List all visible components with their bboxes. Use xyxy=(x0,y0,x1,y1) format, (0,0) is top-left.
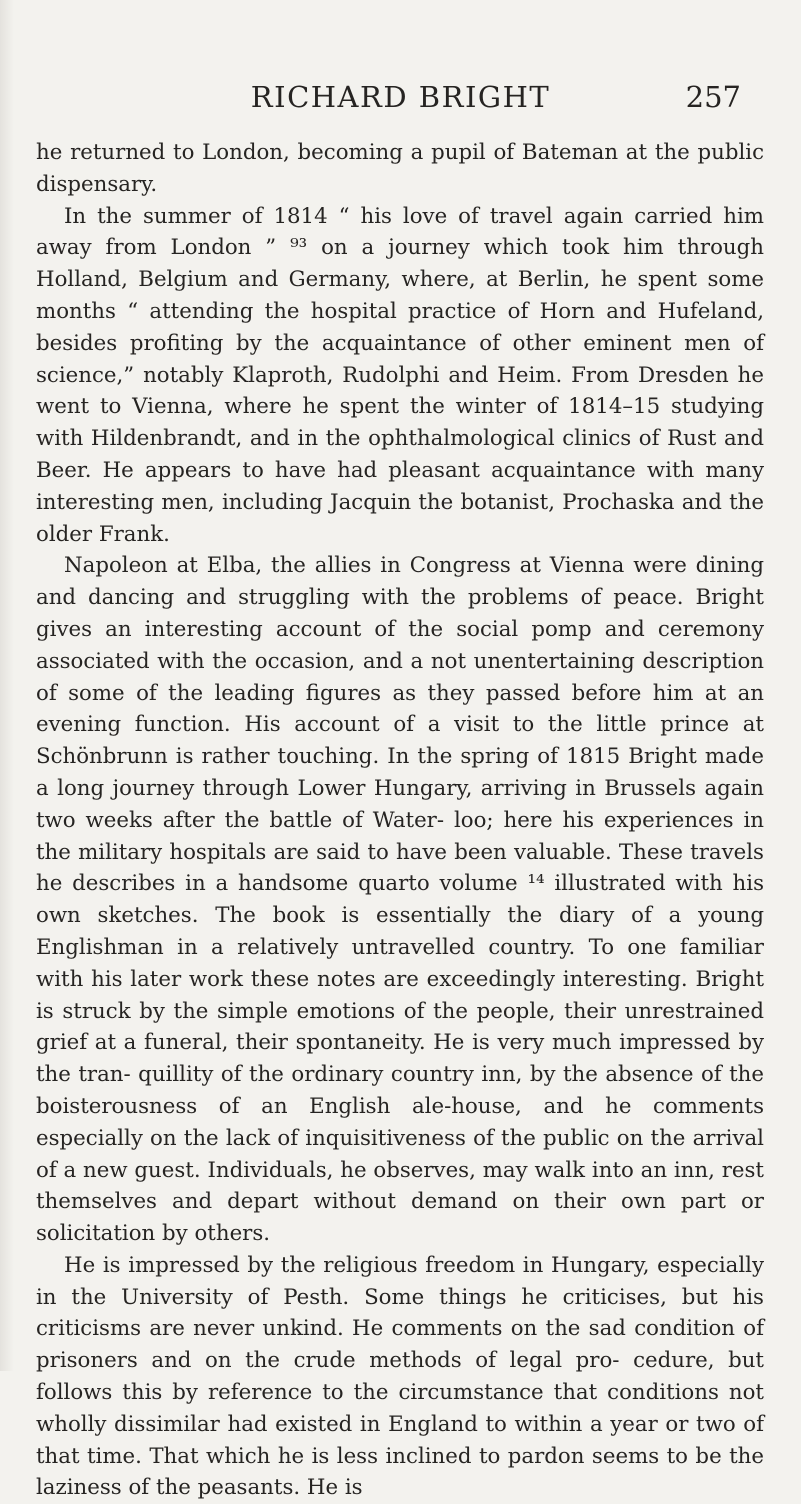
paragraph-hungary: He is impressed by the religious freedom in Hungary, especially in the University of Pesth. Some things he criticises, but his criticisms are never unkind. He comments on the sad condition of prisoners and on the crude methods of legal pro- cedure, but follows this by reference to the circumstance that conditions not wholly dissimilar had existed in England to within a year or two of that time. That which he is less inclined to pardon seems to be the laziness of the peasants. He is xyxy=(36,1252,764,1501)
paragraph-congress-vienna: Napoleon at Elba, the allies in Congress at Vienna were dining and dancing and struggling with the problems of peace. Bright gives an interesting account of the social pomp and ceremony associated with the occasion, and a not unentertaining description of some of the leading figures as they passed before him at an evening function. His account of a visit to the little prince at Schönbrunn is rather touching. In the spring of 1815 Bright made a long journey through Lower Hungary, arriving in Brussels again two weeks after the battle of Water- loo; here his experiences in the military hospitals are said to have been valuable. These travels he describes in a handsome quarto volume ¹⁴ illustrated with his own sketches. The book is essentially the diary of a young Englishman in a relatively untravelled country. To one familiar with his later work these notes are exceedingly interesting. Bright is struck by the simple emotions of the people, their unrestrained grief at a funeral, their spontaneity. He is very much impressed by the tran- quillity of the ordinary country inn, by the absence of the boisterousness of an English ale-house, and he comments especially on the lack of inquisitiveness of the public on the arrival of a new guest. Individuals, he observes, may walk into an inn, rest themselves and depart without demand on their own part or solicitation by others. xyxy=(36,553,764,1247)
running-title: RICHARD BRIGHT xyxy=(250,80,551,114)
page-number: 257 xyxy=(685,80,741,114)
body-text xyxy=(36,137,764,1504)
paragraph-continuation: he returned to London, becoming a pupil of Bateman at the public dispensary. xyxy=(36,140,764,197)
paragraph-travels-1814: In the summer of 1814 “ his love of travel again carried him away from London ” ⁹³ on a journey which took him through Holland, Belgium and Germany, where, at Berlin, he spent some months “ attending the hospital practice of Horn and Hufeland, besides profiting by the acquaintance of other eminent men of science,” notably Klaproth, Rudolphi and Heim. From Dresden he went to Vienna, where he spent the winter of 1814–15 studying with Hildenbrandt, and in the ophthalmological clinics of Rust and Beer. He appears to have had pleasant acquaintance with many interesting men, including Jacquin the botanist, Prochaska and the older Frank. xyxy=(36,203,764,547)
running-header xyxy=(0,80,801,120)
page-gutter-shadow xyxy=(0,0,14,1371)
